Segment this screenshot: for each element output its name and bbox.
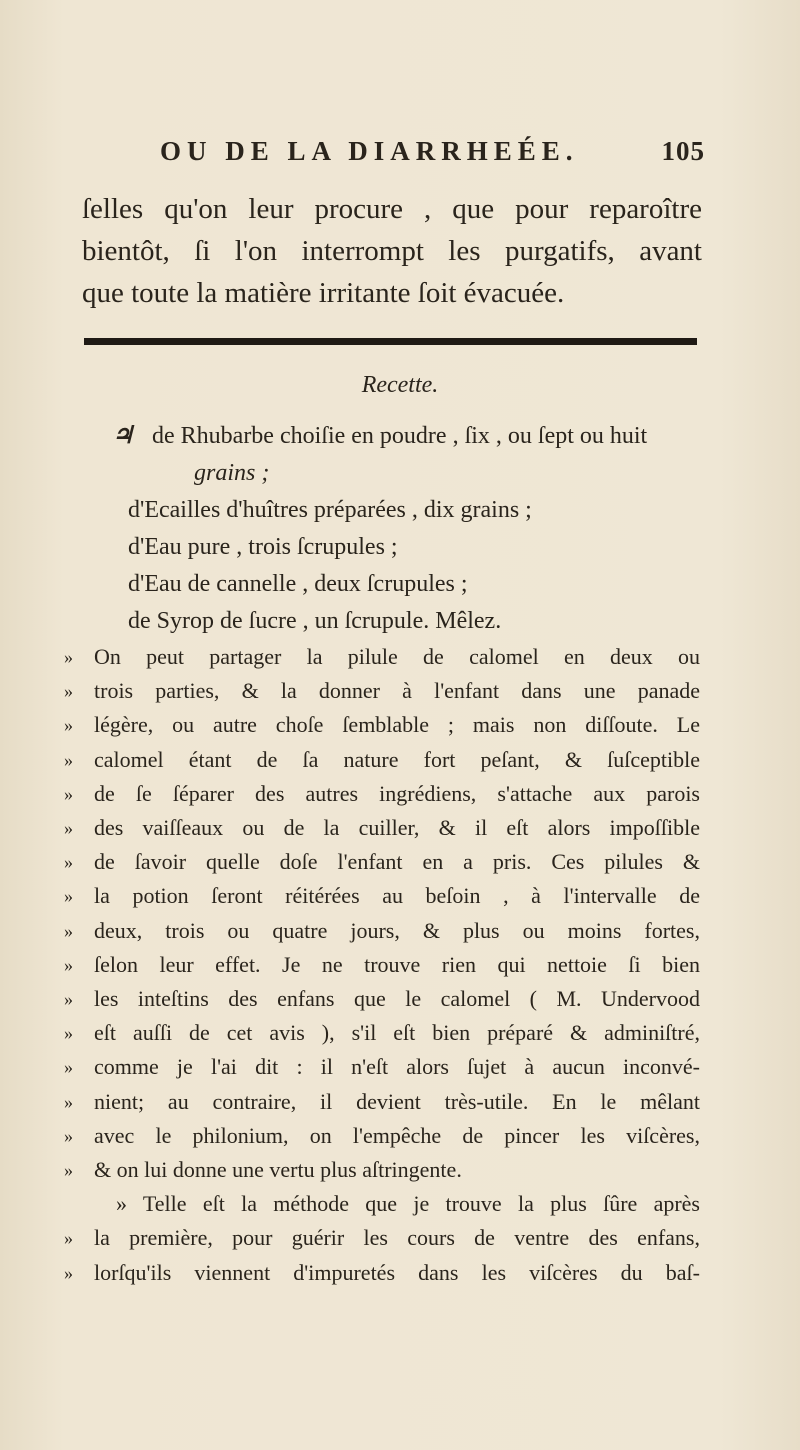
quote-mark: [64, 1187, 94, 1221]
body-line: [64, 1050, 700, 1084]
quote-mark: »: [64, 749, 73, 770]
line-text: On peut partager la pilule de calomel en deux ou: [94, 644, 700, 669]
text-line: bientôt, ſi l'on interrompt les purgatifs, avant: [82, 235, 702, 267]
line-text: » Telle eſt la méthode que je trouve la plus ſûre après: [116, 1191, 700, 1217]
line-text: légère, ou autre choſe ſemblable ; mais non diſſoute. Le: [94, 712, 700, 738]
quote-mark: »: [64, 715, 73, 736]
line-text: & on lui donne une vertu plus aſtringente.: [94, 1157, 462, 1183]
recipe-line: [112, 566, 712, 603]
quote-mark: »: [64, 1057, 73, 1078]
line-text: des vaiſſeaux ou de la cuiller, & il eſt alors impoſſible: [94, 815, 700, 841]
line-text: trois parties, & la donner à l'enfant dans une panade: [94, 678, 700, 704]
running-header: [160, 136, 705, 180]
recipe-line: [112, 455, 712, 492]
line-text: la première, pour guérir les cours de ventre des enfans,: [94, 1225, 700, 1251]
quote-mark: »: [64, 647, 73, 667]
body-text: [64, 640, 700, 1290]
body-line: [64, 1187, 700, 1221]
body-line: [64, 1221, 700, 1255]
body-line: [64, 982, 700, 1016]
line-text: eſt auſſi de cet avis ), s'il eſt bien préparé & adminiſtré,: [94, 1020, 700, 1046]
body-line: [64, 1256, 700, 1290]
recipe-symbol-icon: ♃: [112, 423, 134, 449]
line-text: calomel étant de ſa nature fort peſant, & ſuſceptible: [94, 746, 700, 772]
body-line: [64, 914, 700, 948]
line-text: les inteſtins des enfans que le calomel ( M. Undervood: [94, 986, 700, 1012]
quote-mark: »: [64, 886, 73, 907]
section-divider: [84, 338, 697, 345]
page-number: 105: [661, 136, 705, 166]
quote-mark: »: [64, 1023, 73, 1044]
recipe-ingredient-cont: grains ;: [194, 460, 270, 486]
quote-mark: »: [64, 1262, 73, 1283]
recipe-block: [112, 418, 712, 640]
body-line: [64, 674, 700, 708]
body-line: [64, 640, 700, 674]
body-line: [64, 777, 700, 811]
line-text: la potion ſeront réitérées au beſoin , à l'intervalle de: [94, 883, 700, 909]
quote-mark: »: [64, 818, 73, 839]
recipe-ingredient: de Syrop de ſucre , un ſcrupule. Mêlez.: [128, 608, 502, 634]
quote-mark: »: [64, 1160, 73, 1181]
body-line: [64, 948, 700, 982]
body-line: [64, 1085, 700, 1119]
body-line: [64, 708, 700, 742]
body-line: [64, 1153, 700, 1187]
quote-mark: »: [64, 783, 73, 804]
quote-mark: »: [64, 681, 73, 702]
line-text: nient; au contraire, il devient très-utile. En le mêlant: [94, 1088, 700, 1114]
line-text: lorſqu'ils viennent d'impuretés dans les viſcères du baſ-: [94, 1259, 700, 1285]
quote-mark: »: [64, 989, 73, 1010]
line-text: deux, trois ou quatre jours, & plus ou moins fortes,: [94, 917, 700, 943]
body-line: [64, 1016, 700, 1050]
quote-mark: »: [64, 1091, 73, 1112]
body-line: [64, 743, 700, 777]
body-line: [64, 879, 700, 913]
running-title: OU DE LA DIARRHEÉE.: [160, 136, 579, 166]
recipe-ingredient: de Rhubarbe choiſie en poudre , ſix , ou ſept ou huit: [152, 423, 648, 449]
body-line: [64, 811, 700, 845]
line-text: de ſe ſéparer des autres ingrédiens, s'attache aux parois: [94, 780, 700, 806]
recipe-title: Recette.: [361, 372, 439, 398]
text-line: ſelles qu'on leur procure , que pour reparoître: [82, 193, 702, 225]
recipe-ingredient: d'Ecailles d'huîtres préparées , dix grains ;: [128, 497, 532, 523]
line-text: comme je l'ai dit : il n'eſt alors ſujet à aucun inconvé-: [94, 1054, 700, 1080]
body-line: [64, 1119, 700, 1153]
recipe-line: [112, 529, 712, 566]
line-text: de ſavoir quelle doſe l'enfant en a pris. Ces pilules &: [94, 849, 700, 875]
recipe-ingredient: d'Eau de cannelle , deux ſcrupules ;: [128, 571, 468, 597]
recipe-ingredient: d'Eau pure , trois ſcrupules ;: [128, 534, 398, 560]
quote-mark: »: [64, 920, 73, 941]
lead-paragraph: [82, 188, 702, 314]
quote-mark: »: [64, 852, 73, 873]
recipe-line: [112, 418, 712, 455]
text-line: que toute la matière irritante ſoit évacuée.: [82, 277, 565, 309]
recipe-line: [112, 492, 712, 529]
line-text: ſelon leur effet. Je ne trouve rien qui nettoie ſi bien: [94, 951, 700, 977]
recipe-line: [112, 603, 712, 640]
quote-mark: »: [64, 1125, 73, 1146]
quote-mark: »: [64, 1228, 73, 1249]
line-text: avec le philonium, on l'empêche de pincer les viſcères,: [94, 1122, 700, 1148]
body-line: [64, 845, 700, 879]
quote-mark: »: [64, 954, 73, 975]
